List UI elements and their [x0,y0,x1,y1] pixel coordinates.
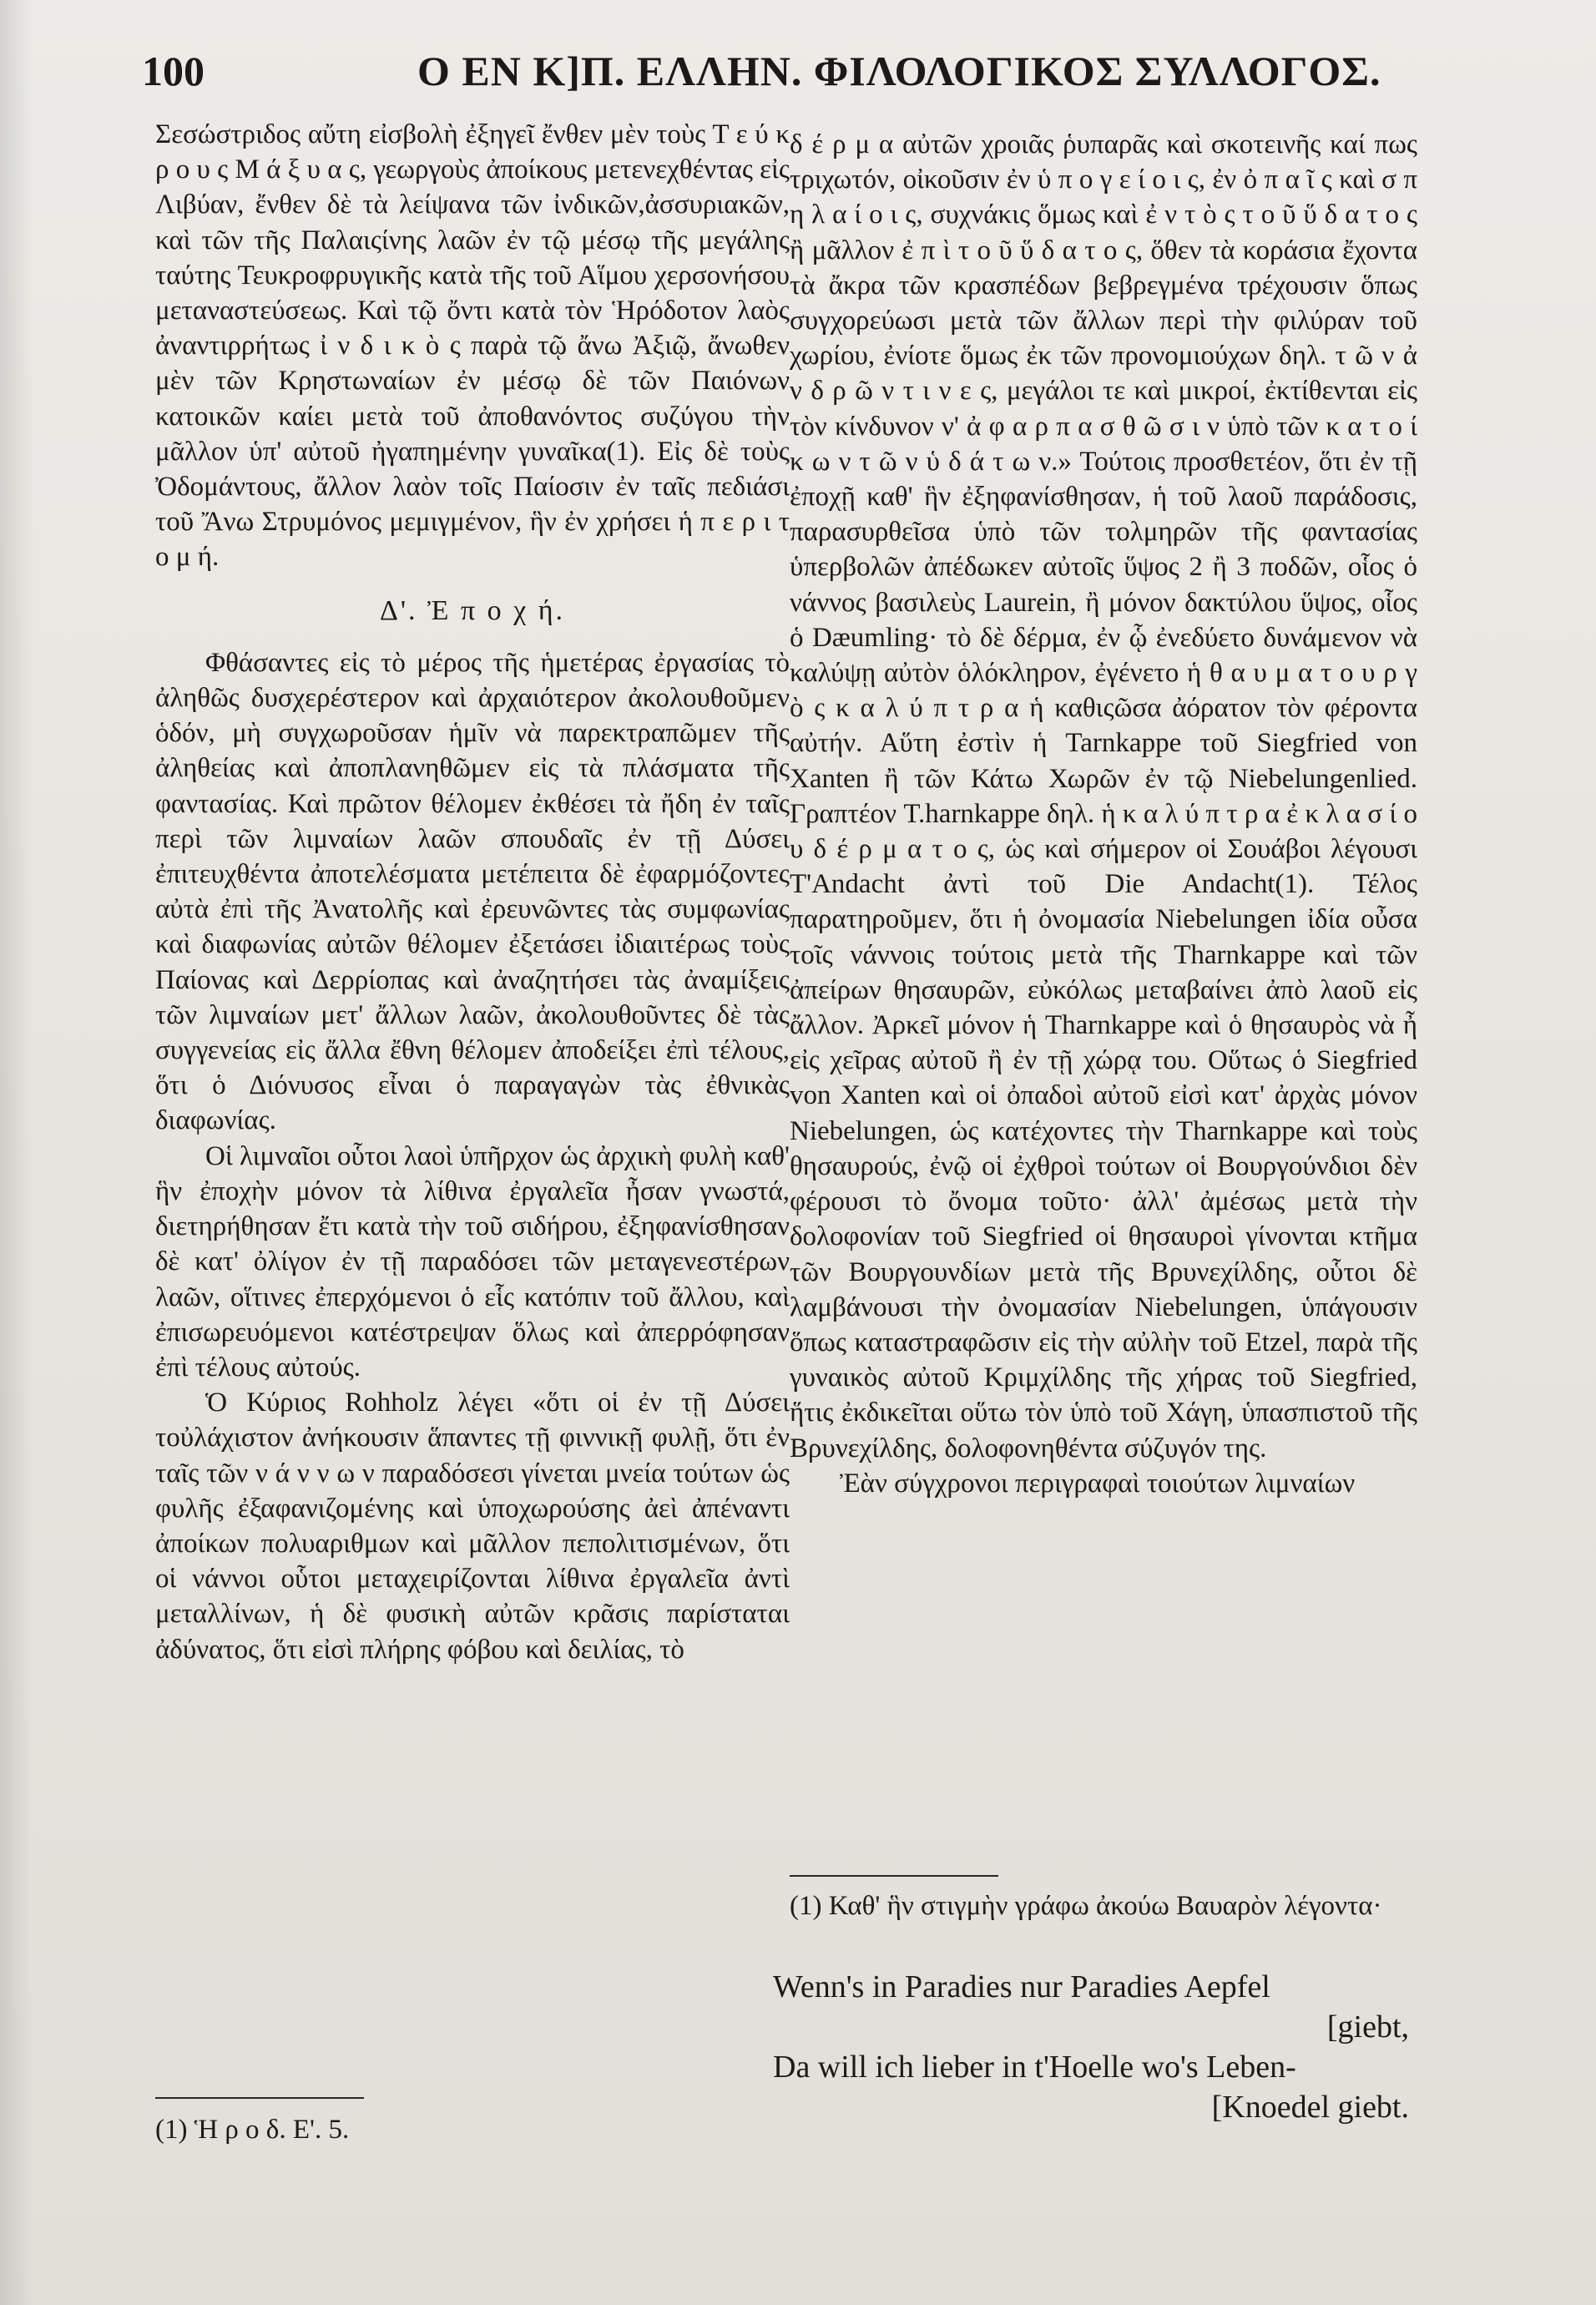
left-paragraph-1: Σεσώστριδος αὔτη εἰσβολὴ ἐξηγεῖ ἔνθεν μὲν τοὺς Τ ε ύ κ ρ ο υ ς Μ ά ξ υ α ς, γεωργοὺς ἀποίκους μετενεχθέντας εἰς Λιβύαν, ἔνθεν δὲ τὰ λείψανα τῶν ἰνδικῶν,ἀσσυριακῶν, καὶ τῶν τῆς Παλαιςίνης λαῶν ἐν τῷ μέσῳ τῆς μεγάλης ταύτης Τευκροφρυγικῆς κατὰ τῆς τοῦ Αἵμου χερσονήσου μεταναστεύσεως. Καὶ τῷ ὄντι κατὰ τὸν Ἡρόδοτον λαὸς ἀναντιρρήτως ἰ ν δ ι κ ὸ ς παρὰ τῷ ἄνω Ἀξιῷ, ἄνωθεν μὲν τῶν Κρηστωναίων ἐν μέσῳ δὲ τῶν Παιόνων κατοικῶν καίει μετὰ τοῦ ἀποθανόντος συζύγου τὴν μᾶλλον ὑπ' αὐτοῦ ἠγαπημένην γυναῖκα(1). Εἰς δὲ τοὺς Ὀδομάντους, ἄλλον λαὸν τοῖς Παίοσιν ἐν ταῖς πεδιάσι τοῦ Ἄνω Στρυμόνος μεμιγμένον, ἣν ἐν χρήσει ἡ π ε ρ ι τ ο μ ή. [155,119,790,573]
left-footnote-rule [155,2097,364,2099]
right-paragraph-2: Ἐὰν σύγχρονοι περιγραφαὶ τοιούτων λιμναίων [840,1468,1356,1499]
right-column [790,127,1417,1501]
gutter-shadow [0,0,33,2305]
page-header [142,43,1381,110]
right-footnote-rule [790,1875,998,1877]
german-verse [773,1967,1424,2127]
right-footnote: (1) Καθ' ἣν στιγμὴν γράφω ἀκούω Βαυαρὸν λέγοντα· [790,1891,1382,1921]
verse-line-4: [Knoedel giebt. [1211,2090,1409,2125]
running-title: Ο ΕΝ Κ]Π. ΕΛΛΗΝ. ΦΙΛΟΛΟΓΙΚΟΣ ΣΥΛΛΟΓΟΣ. [417,48,1381,94]
page-number: 100 [142,48,205,94]
left-footnote: (1) Ἡ ρ ο δ. Ε'. 5. [155,2115,350,2145]
left-column [155,117,790,1667]
verse-line-3: Da will ich lieber in t'Hoelle wo's Leben- [773,2050,1296,2085]
verse-line-2: [giebt, [1326,2009,1409,2045]
section-heading: Δ'. Ἐ π ο χ ή. [380,594,565,626]
left-paragraph-2: Φθάσαντες εἰς τὸ μέρος τῆς ἡμετέρας ἐργασίας τὸ ἀληθῶς δυσχερέστερον καὶ ἀρχαιότερον ἀκολουθοῦμεν ὁδόν, μὴ συγχωροῦσαν ἡμῖν νὰ παρεκτραπῶμεν τῆς ἀληθείας καὶ ἀποπλανηθῶμεν εἰς τὰ πλάσματα τῆς φαντασίας. Καὶ πρῶτον θέλομεν ἐκθέσει τὰ ἤδη ἐν ταῖς περὶ τῶν λιμναίων λαῶν σπουδαῖς ἐν τῇ Δύσει ἐπιτευχθέντα ἀποτελέσματα μετέπειτα δὲ ἐφαρμόζοντες αὐτὰ ἐπὶ τῆς Ἀνατολῆς καὶ ἐρευνῶντες τὰς συμφωνίας καὶ διαφωνίας αὐτῶν θέλομεν ἐξετάσει ἰδιαιτέρως τοὺς Παίονας καὶ Δερρίοπας καὶ ἀναζητήσει τὰς ἀναμίξεις τῶν λιμναίων μετ' ἄλλων λαῶν, ἀκολουθοῦντες δὲ τὰς συγγενείας εἰς ἄλλα ἔθνη θέλομεν ἀποδείξει ἐπὶ τέλους, ὅτι ὁ Διόνυσος εἶναι ὁ παραγαγὼν τὰς ἐθνικὰς διαφωνίας. [155,647,790,1136]
left-paragraph-4: Ὁ Κύριος Rohholz λέγει «ὅτι οἱ ἐν τῇ Δύσει τοὐλάχιστον ἀνήκουσιν ἅπαντες τῇ φιννικῇ φυλῇ, ὅτι ἐν ταῖς τῶν ν ά ν ν ω ν παραδόσεσι γίνεται μνεία τούτων ὡς φυλῆς ἐξαφανιζομένης καὶ ὑποχωρούσης ἀεὶ ἀπέναντι ἀποίκων πολυαριθμων καὶ μᾶλλον πεπολιτισμένων, ὅτι οἱ νάννοι οὗτοι μεταχειρίζονται λίθινα ἐργαλεῖα ἀντὶ μεταλλίνων, ἡ δὲ φυσικὴ αὐτῶν κρᾶσις παρίσταται ἀδύνατος, ὅτι εἰσὶ πλήρης φόβου καὶ δειλίας, τὸ [155,1388,790,1665]
verse-line-1: Wenn's in Paradies nur Paradies Aepfel [773,1969,1270,2004]
right-paragraph-1: δ έ ρ μ α αὐτῶν χροιᾶς ῥυπαρᾶς καὶ σκοτεινῆς καί πως τριχωτόν, οἰκοῦσιν ἐν ὑ π ο γ ε ί ο ι ς, ἐν ὀ π α ῖ ς καὶ σ π η λ α ί ο ι ς, συχνάκις ὅμως καὶ ἐ ν τ ὸ ς τ ο ῦ ὕ δ α τ ο ς ἢ μᾶλλον ἐ π ὶ τ ο ῦ ὕ δ α τ ο ς, ὅθεν τὰ κοράσια ἔχοντα τὰ ἄκρα τῶν κρασπέδων βεβρεγμένα τρέχουσιν ὅπως συγχορεύωσι μετὰ τῶν ἄλλων περὶ τὴν φιλύραν τοῦ χωρίου, ἐνίοτε ὅμως ἐκ τῶν προνομιούχων δηλ. τ ῶ ν ἀ ν δ ρ ῶ ν τ ι ν ε ς, μεγάλοι τε καὶ μικροί, ἐκτίθενται εἰς τὸν κίνδυνον ν' ἀ φ α ρ π α σ θ ῶ σ ι ν ὑπὸ τῶν κ α τ ο ί κ ω ν τ ῶ ν ὑ δ ά τ ω ν.» Τούτοις προσθετέον, ὅτι ἐν τῇ ἐποχῇ καθ' ἣν ἐξηφανίσθησαν, ἡ τοῦ λαοῦ παράδοσις, παρασυρθεῖσα ὑπὸ τῶν τολμηρῶν τῆς φαντασίας ὑπερβολῶν ἀπέδωκεν αὐτοῖς ὕψος 2 ἢ 3 ποδῶν, οἷος ὁ νάννος βασιλεὺς Laurein, ἢ μόνον δακτύλου ὕψος, οἷος ὁ Dæumling· τὸ δὲ δέρμα, ἐν ᾧ ἐνεδύετο δυνάμενον νὰ καλύψῃ αὐτὸν ὁλόκληρον, ἐγένετο ἡ θ α υ μ α τ ο υ ρ γ ὸ ς κ α λ ύ π τ ρ α ἡ καθιςῶσα ἀόρατον τὸν φέροντα αὐτήν. Αὕτη ἐστὶν ἡ Tarnkappe τοῦ Siegfried von Xanten ἢ τῶν Κάτω Χωρῶν ἐν τῷ Niebelungenlied. Γραπτέον T.harnkappe δηλ. ἡ κ α λ ύ π τ ρ α ἐ κ λ α σ ί ο υ δ έ ρ μ α τ ο ς, ὡς καὶ σήμερον οἱ Σουάβοι λέγουσι T'Andacht ἀντὶ τοῦ Die Andacht(1). Τέλος παρατηροῦμεν, ὅτι ἡ ὀνομασία Niebelungen ἰδία οὖσα τοῖς νάννοις τούτοις μετὰ τῆς Tharnkappe καὶ τῶν ἀπείρων θησαυρῶν, εὐκόλως μεταβαίνει ἀπὸ λαοῦ εἰς ἄλλον. Ἀρκεῖ μόνον ἡ Tharnkappe καὶ ὁ θησαυρὸς νὰ ἦ εἰς χεῖρας αὐτοῦ ἢ ἐν τῇ χώρᾳ του. Οὕτως ὁ Siegfried von Xanten καὶ οἱ ὀπαδοὶ αὐτοῦ εἰσὶ κατ' ἀρχὰς μόνον Niebelungen, ὡς κατέχοντες τὴν Tharnkappe καὶ τοὺς θησαυρούς, ἐνῷ οἱ ἐχθροὶ τούτων οἱ Βουργούνδιοι δὲν φέρουσι τὸ ὄνομα τοῦτο· ἀλλ' ἀμέσως μετὰ τὴν δολοφονίαν τοῦ Siegfried οἱ θησαυροὶ γίνονται κτῆμα τῶν Βουργουνδίων μετὰ τῆς Βρυνεχίλδης, οὗτοι δὲ λαμβάνουσι τὴν ὀνομασίαν Niebelungen, ὑπάγουσιν ὅπως καταστραφῶσιν εἰς τὴν αὐλὴν τοῦ Etzel, παρὰ τῆς γυναικὸς αὐτοῦ Κριμχίλδης τῆς χήρας τοῦ Siegfried, ἥτις ἐκδικεῖται οὕτω τὸν ὑπὸ τοῦ Χάγη, ὑπασπιστοῦ τῆς Βρυνεχίλδης, δολοφονηθέντα σύζυγόν της. [790,129,1417,1463]
left-paragraph-3: Οἱ λιμναῖοι οὗτοι λαοὶ ὑπῆρχον ὡς ἀρχικὴ φυλὴ καθ' ἣν ἐποχὴν μόνον τὰ λίθινα ἐργαλεῖα ἦσαν γνωστά, διετηρήθησαν ἔτι κατὰ τὴν τοῦ σιδήρου, ἐξηφανίσθησαν δὲ κατ' ὀλίγον ἐν τῇ παραδόσει τῶν μεταγενεστέρων λαῶν, οἵτινες ἐπερχόμενοι ὁ εἷς κατόπιν τοῦ ἄλλου, καὶ ἐπισωρευόμενοι κατέστρεψαν ὅλως καὶ ἀπερρόφησαν ἐπὶ τέλους αὐτούς. [155,1140,790,1382]
